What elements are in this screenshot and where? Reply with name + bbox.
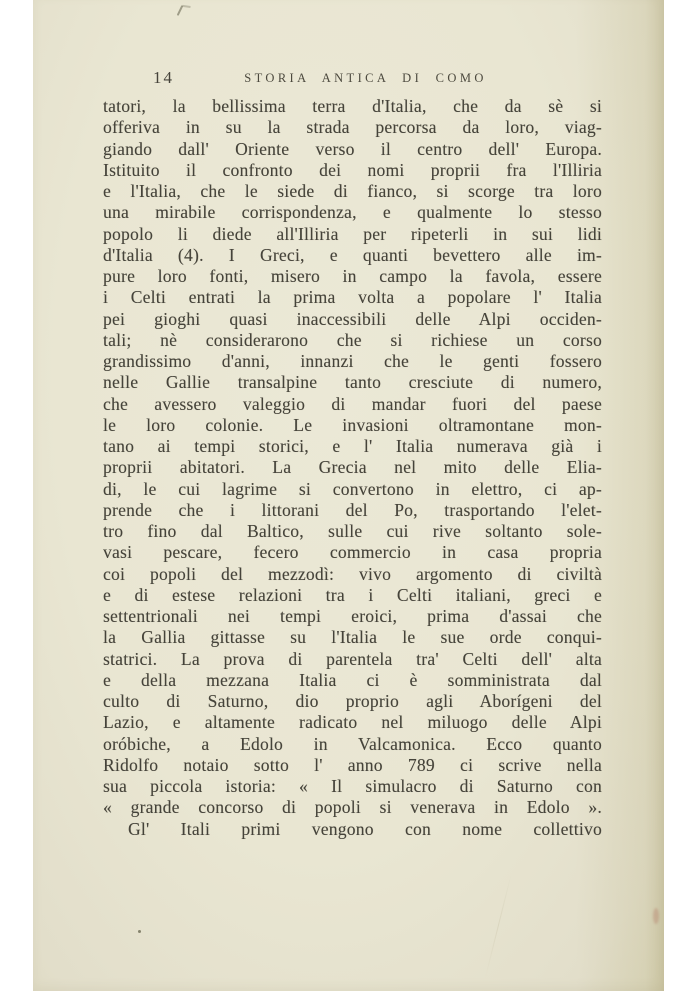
pen-mark bbox=[177, 5, 184, 16]
text-line: tatori, la bellissima terra d'Italia, che da sè si bbox=[103, 96, 602, 116]
text-line: Lazio, e altamente radicato nel miluogo delle Alpi bbox=[103, 712, 602, 733]
text-line: coi popoli del mezzodì: vivo argomento di civiltà bbox=[103, 563, 602, 584]
text-line: prende che i littorani del Po, trasportando l'elet- bbox=[103, 499, 602, 520]
text-line: settentrionali nei tempi eroici, prima d'assai che bbox=[103, 606, 602, 626]
text-line: sua piccola istoria: « Il simulacro di Saturno con bbox=[103, 776, 602, 796]
text-line: Istituito il confronto dei nomi proprii fra l'Illiria bbox=[103, 159, 602, 180]
text-line: offeriva in su la strada percorsa da loro, viag- bbox=[103, 117, 602, 138]
text-line: grandissimo d'anni, innanzi che le genti fossero bbox=[103, 351, 602, 371]
ink-speck bbox=[138, 930, 141, 933]
text-line: « grande concorso di popoli si venerava in Edolo ». bbox=[103, 797, 602, 818]
fold-crease bbox=[485, 872, 513, 979]
text-line: Ridolfo notaio sotto l' anno 789 ci scrive nella bbox=[103, 754, 602, 775]
text-line: pure loro fonti, misero in campo la favola, essere bbox=[103, 266, 602, 286]
text-line: proprii abitatori. La Grecia nel mito delle Elia- bbox=[103, 457, 602, 478]
book-page bbox=[33, 0, 664, 991]
text-line: giando dall' Oriente verso il centro dell' Europa. bbox=[103, 138, 602, 159]
text-line: statrici. La prova di parentela tra' Celti dell' alta bbox=[103, 648, 602, 669]
text-line: e della mezzana Italia ci è somministrata dal bbox=[103, 669, 602, 690]
text-line: tali; nè considerarono che si richiese un corso bbox=[103, 329, 602, 350]
text-line: una mirabile corrispondenza, e qualmente lo stesso bbox=[103, 202, 602, 223]
text-line: vasi pescare, fecero commercio in casa propria bbox=[103, 542, 602, 563]
running-title: STORIA ANTICA DI COMO bbox=[244, 71, 487, 85]
text-line: le loro colonie. Le invasioni oltramontane mon- bbox=[103, 414, 602, 435]
text-line: popolo li diede all'Illiria per ripeterli in sui lidi bbox=[103, 223, 602, 244]
text-line: e di estese relazioni tra i Celti italiani, greci e bbox=[103, 584, 602, 605]
text-line: pei gioghi quasi inaccessibili delle Alpi occiden- bbox=[103, 308, 602, 329]
text-line: oróbiche, a Edolo in Valcamonica. Ecco quanto bbox=[103, 733, 602, 754]
text-line: la Gallia gittasse su l'Italia le sue orde conqui- bbox=[103, 627, 602, 648]
text-line: i Celti entrati la prima volta a popolare l' Italia bbox=[103, 287, 602, 308]
text-line: e l'Italia, che le siede di fianco, si scorge tra loro bbox=[103, 181, 602, 201]
text-line: Gl' Itali primi vengono con nome collettivo bbox=[128, 818, 602, 839]
text-line: che avessero valeggio di mandar fuori del paese bbox=[103, 393, 602, 414]
edge-smudge bbox=[653, 908, 659, 924]
page-number: 14 bbox=[153, 68, 174, 87]
page-body bbox=[103, 96, 602, 840]
text-line: nelle Gallie transalpine tanto cresciute di numero, bbox=[103, 372, 602, 393]
text-line: tro fino dal Baltico, sulle cui rive soltanto sole- bbox=[103, 521, 602, 541]
text-line: d'Italia (4). I Greci, e quanti bevettero alle im- bbox=[103, 244, 602, 265]
text-line: culto di Saturno, dio proprio agli Aborígeni del bbox=[103, 691, 602, 711]
text-line: di, le cui lagrime si convertono in elettro, ci ap- bbox=[103, 478, 602, 499]
text-line: tano ai tempi storici, e l' Italia numerava già i bbox=[103, 436, 602, 456]
